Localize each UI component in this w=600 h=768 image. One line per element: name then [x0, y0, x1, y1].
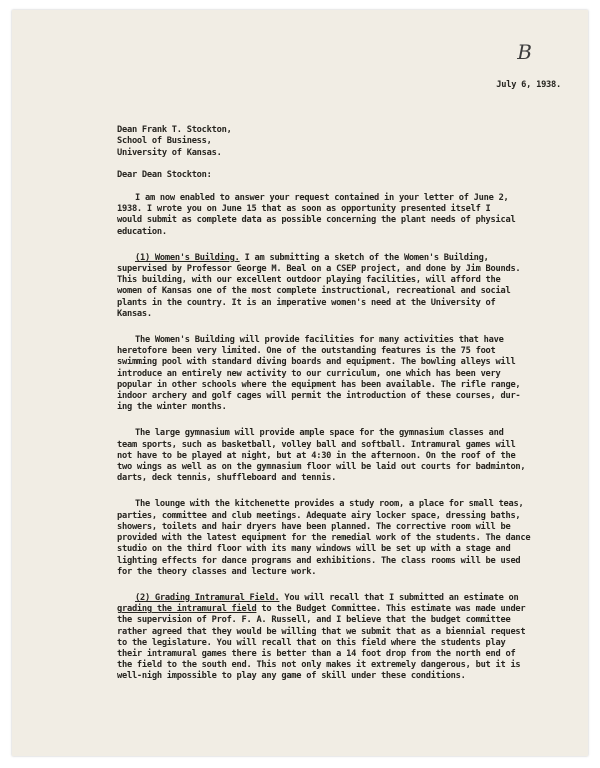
- address-line: University of Kansas.: [117, 147, 222, 158]
- text-line: showers, toilets and hair dryers have been planned. The corrective room will be: [117, 521, 511, 532]
- text-line: [117, 593, 569, 604]
- paragraph-gymnasium: [117, 428, 569, 484]
- text-line: [117, 253, 569, 264]
- text-line: team sports, such as basketball, volley ball and softball. Intramural games will: [117, 439, 516, 450]
- text-line: 1938. I wrote you on June 15 that as soon as opportunity presented itself I: [117, 204, 491, 215]
- text-line: their intramural games there is better than a 14 foot drop from the north end of: [117, 648, 516, 659]
- text-line: Kansas.: [117, 308, 152, 319]
- text-line: not have to be played at night, but at 4:30 in the afternoon. On the roof of the: [117, 450, 516, 461]
- text-line: popular in other schools where the equipment has been available. The rifle range,: [117, 379, 521, 390]
- letter-page: [12, 10, 588, 756]
- paragraph-womens-building: [117, 253, 569, 320]
- text-line: would submit as complete data as possible concerning the plant needs of physical: [117, 215, 516, 226]
- text-line: The lounge with the kitchenette provides a study room, a place for small teas,: [135, 499, 524, 510]
- text-line: education.: [117, 226, 167, 237]
- text-fragment: You will recall that I submitted an estimate on: [279, 592, 519, 603]
- text-line: the supervision of Prof. F. A. Russell, and I believe that the budget committee: [117, 615, 511, 626]
- page-mark: B: [517, 40, 532, 64]
- text-line: rather agreed that they would be willing that we submit that as a biennial request: [117, 626, 526, 637]
- text-line: for the theory classes and lecture work.: [117, 566, 317, 577]
- section-heading: (2) Grading Intramural Field.: [135, 592, 280, 603]
- text-line: The large gymnasium will provide ample space for the gymnasium classes and: [135, 428, 504, 439]
- paragraph-facilities: [117, 335, 569, 413]
- text-fragment: to the Budget Committee. This estimate was made under: [256, 604, 526, 615]
- paragraph-lounge: [117, 499, 569, 577]
- section-heading: (1) Women's Building.: [135, 252, 240, 263]
- recipient-address: [117, 125, 569, 159]
- text-line: swimming pool with standard diving boards and equipment. The bowling alleys will: [117, 357, 516, 368]
- paragraph-intro: [117, 193, 569, 238]
- text-line: supervised by Professor George M. Beal on a CSEP project, and done by Jim Bounds.: [117, 264, 521, 275]
- letter-date: July 6, 1938.: [496, 80, 561, 90]
- text-line: lighting effects for dance programs and exhibitions. The class rooms will be used: [117, 555, 521, 566]
- text-line: the field to the south end. This not only makes it extremely dangerous, but it is: [117, 660, 521, 671]
- text-line: to the legislature. You will recall that on this field where the students play: [117, 637, 506, 648]
- text-line: The Women's Building will provide facilities for many activities that have: [135, 335, 504, 346]
- text-line: women of Kansas one of the most complete instructional, recreational and social: [117, 286, 511, 297]
- text-line: well-nigh impossible to play any game of skill under these conditions.: [117, 671, 466, 682]
- text-line: This building, with our excellent outdoor playing facilities, will afford the: [117, 275, 501, 286]
- text-line: darts, deck tennis, shuffleboard and tennis.: [117, 473, 337, 484]
- address-line: Dean Frank T. Stockton,: [117, 125, 232, 136]
- address-line: School of Business,: [117, 136, 212, 147]
- text-line: studio on the third floor with its many windows will be set up with a stage and: [117, 544, 511, 555]
- text-line: provided with the latest equipment for the remedial work of the students. The dance: [117, 533, 531, 544]
- underlined-phrase: grading the intramural field: [117, 604, 257, 615]
- text-line: plants in the country. It is an imperative women's need at the University of: [117, 297, 496, 308]
- paragraph-intramural-field: [117, 593, 569, 683]
- letter-body: [117, 80, 569, 698]
- text-line: introduce an entirely new activity to our curriculum, one which has been very: [117, 368, 501, 379]
- text-line: two wings as well as on the gymnasium floor will be laid out courts for badminton,: [117, 462, 526, 473]
- text-line: I am now enabled to answer your request contained in your letter of June 2,: [135, 193, 509, 204]
- text-line: [117, 604, 569, 615]
- text-line: indoor archery and golf cages will permit the introduction of these courses, dur-: [117, 391, 521, 402]
- text-line: parties, committee and club meetings. Adequate airy locker space, dressing baths,: [117, 510, 521, 521]
- text-line: heretofore been very limited. One of the outstanding features is the 75 foot: [117, 346, 496, 357]
- salutation: Dear Dean Stockton:: [117, 169, 212, 180]
- text-fragment: I am submitting a sketch of the Women's Building,: [239, 252, 489, 263]
- text-line: ing the winter months.: [117, 402, 227, 413]
